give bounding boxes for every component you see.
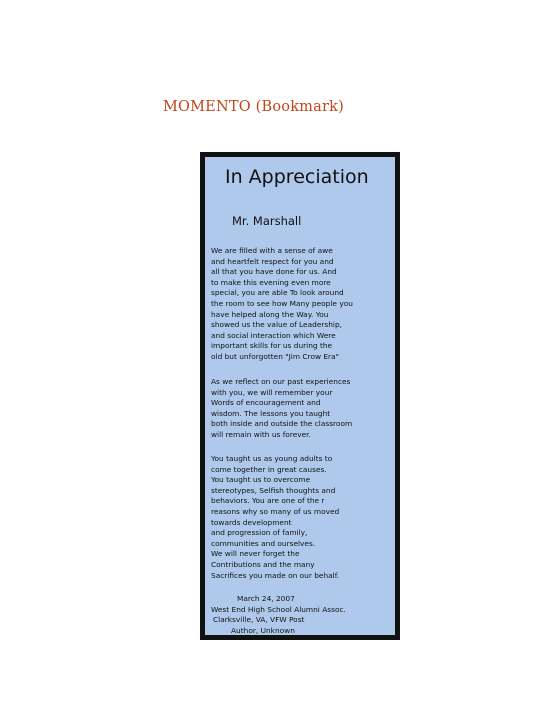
paragraph-3 — [211, 454, 339, 581]
text-line: will remain with us forever. — [211, 429, 311, 439]
text-line: both inside and outside the classroom — [211, 419, 353, 429]
text-line: important skills for us during the — [211, 341, 333, 351]
text-line: We will never forget the — [211, 549, 300, 559]
paragraph-2 — [211, 377, 352, 441]
text-line: As we reflect on our past experiences — [211, 377, 351, 386]
text-line: behaviors. You are one of the r — [211, 496, 325, 506]
text-line: special, you are able To look around — [211, 288, 344, 298]
text-line: Contributions and the many — [211, 559, 315, 569]
text-line: have helped along the Way. You — [211, 309, 329, 319]
paragraph-1 — [211, 246, 353, 363]
text-line: Words of encouragement and — [211, 398, 321, 408]
text-line: showed us the value of Leadership, — [211, 320, 343, 330]
recipient-name: Mr. Marshall — [232, 214, 302, 228]
text-line: reasons why so many of us moved — [211, 506, 340, 516]
text-line: We are filled with a sense of awe — [211, 246, 333, 255]
text-line: to make this evening even more — [211, 277, 331, 287]
text-line: and heartfelt respect for you and — [211, 256, 334, 266]
text-line: and social interaction which Were — [211, 330, 336, 340]
text-line: wisdom. The lessons you taught — [211, 408, 331, 418]
page-heading: MOMENTO (Bookmark) — [163, 99, 344, 115]
footer-author: Author, Unknown — [231, 625, 295, 635]
text-line: with you, we will remember your — [211, 387, 333, 397]
text-line: You taught us as young adults to — [211, 454, 333, 463]
text-line: all that you have done for us. And — [211, 267, 337, 277]
bookmark-card — [200, 152, 400, 640]
text-line: communities and ourselves. — [211, 538, 316, 548]
text-line: old but unforgotten "Jim Crow Era" — [211, 351, 339, 361]
text-line: come together in great causes. — [211, 464, 327, 474]
bookmark-title: In Appreciation — [225, 166, 369, 188]
footer-location: Clarksville, VA, VFW Post — [213, 615, 305, 625]
text-line: Sacrifices you made on our behalf. — [211, 570, 340, 580]
text-line: stereotypes, Selfish thoughts and — [211, 485, 336, 495]
footer-association: West End High School Alumni Assoc. — [211, 604, 346, 614]
footer-date: March 24, 2007 — [237, 594, 295, 603]
text-line: towards development — [211, 517, 292, 527]
text-line: the room to see how Many people you — [211, 298, 353, 308]
footer-credits — [211, 594, 346, 636]
text-line: and progression of family, — [211, 528, 308, 538]
text-line: You taught us to overcome — [211, 475, 311, 485]
